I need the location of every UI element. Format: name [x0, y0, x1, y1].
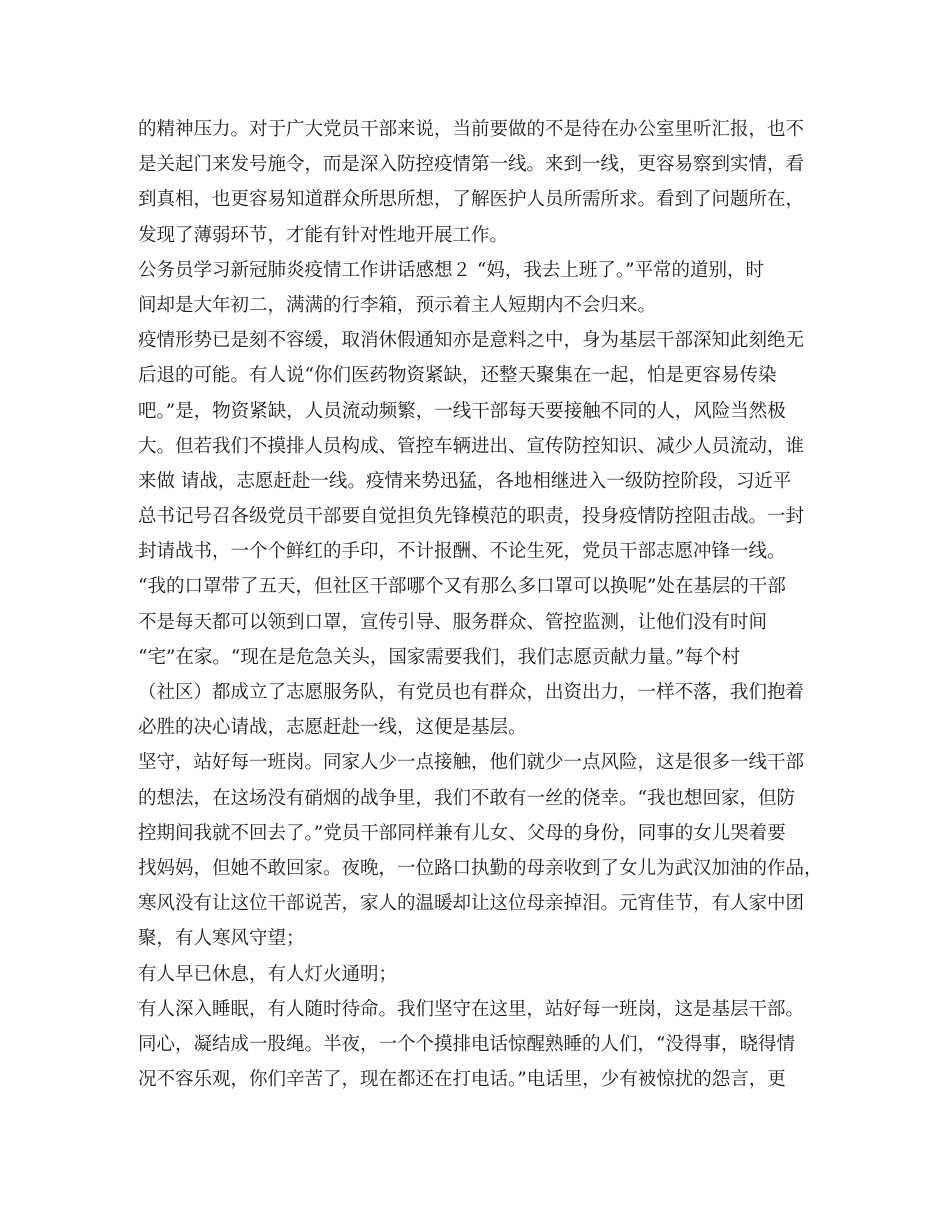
text-line: 控期间我就不回去了。”党员干部同样兼有儿女、父母的身份，同事的女儿哭着要 — [138, 822, 786, 844]
text-line: 封请战书，一个个鲜红的手印，不计报酬、不论生死，党员干部志愿冲锋一线。 — [138, 541, 786, 563]
text-line: “我的口罩带了五天，但社区干部哪个又有那么多口罩可以换呢”处在基层的干部 — [138, 576, 786, 598]
text-line: 到真相，也更容易知道群众所思所想，了解医护人员所需所求。看到了问题所在， — [138, 189, 805, 211]
text-line: 寒风没有让这位干部说苦，家人的温暖却让这位母亲掉泪。元宵佳节，有人家中团 — [138, 893, 805, 915]
text-line: 的精神压力。对于广大党员干部来说，当前要做的不是待在办公室里听汇报，也不 — [138, 119, 805, 140]
text-line: 公务员学习新冠肺炎疫情工作讲话感想２ “妈，我去上班了。”平常的道别，时 — [138, 259, 765, 281]
text-line: 必胜的决心请战，志愿赶赴一线，这便是基层。 — [138, 717, 527, 739]
text-line: 的想法，在这场没有硝烟的战争里，我们不敢有一丝的侥幸。“我也想回家，但防 — [138, 787, 795, 809]
text-line: 不是每天都可以领到口罩，宣传引导、服务群众、管控监测，让他们没有时间 — [138, 611, 768, 633]
text-line: 疫情形势已是刻不容缓，取消休假通知亦是意料之中，身为基层干部深知此刻绝无 — [138, 330, 805, 352]
text-line: 间却是大年初二，满满的行李箱，预示着主人短期内不会归来。 — [138, 294, 657, 316]
text-line: 有人深入睡眠，有人随时待命。我们坚守在这里，站好每一班岗，这是基层干部。 — [138, 998, 805, 1020]
body-text — [138, 112, 828, 1097]
text-line: 总书记号召各级党员干部要自觉担负先锋模范的职责，投身疫情防控阻击战。一封 — [138, 506, 805, 528]
text-line: 发现了薄弱环节，才能有针对性地开展工作。 — [138, 224, 509, 246]
text-line: 有人早已休息，有人灯火通明； — [138, 963, 398, 985]
text-line: 是关起门来发号施令，而是深入防控疫情第一线。来到一线，更容易察到实情，看 — [138, 154, 805, 176]
text-line: 大。但若我们不摸排人员构成、管控车辆进出、宣传防控知识、减少人员流动，谁 — [138, 435, 805, 457]
text-line: 吧。”是，物资紧缺，人员流动频繁，一线干部每天要接触不同的人，风险当然极 — [138, 400, 786, 422]
text-line: “宅”在家。“现在是危急关头，国家需要我们，我们志愿贡献力量。”每个村 — [138, 646, 741, 668]
text-line: 后退的可能。有人说“你们医药物资紧缺，还整天聚集在一起，怕是更容易传染 — [138, 365, 777, 387]
text-line: （社区）都成立了志愿服务队，有党员也有群众，出资出力，一样不落，我们抱着 — [138, 682, 805, 703]
text-line: 坚守，站好每一班岗。同家人少一点接触，他们就少一点风险，这是很多一线干部 — [138, 752, 805, 774]
text-line: 找妈妈，但她不敢回家。夜晚，一位路口执勤的母亲收到了女儿为武汉加油的作品， — [138, 857, 823, 879]
text-line: 来做 请战，志愿赶赴一线。疫情来势迅猛，各地相继进入一级防控阶段，习近平 — [138, 470, 792, 492]
text-line: 聚，有人寒风守望； — [138, 928, 305, 950]
text-line: 况不容乐观，你们辛苦了，现在都还在打电话。”电话里，少有被惊扰的怨言，更 — [138, 1069, 786, 1091]
text-line: 同心，凝结成一股绳。半夜，一个个摸排电话惊醒熟睡的人们，“没得事，晓得情 — [138, 1033, 795, 1055]
